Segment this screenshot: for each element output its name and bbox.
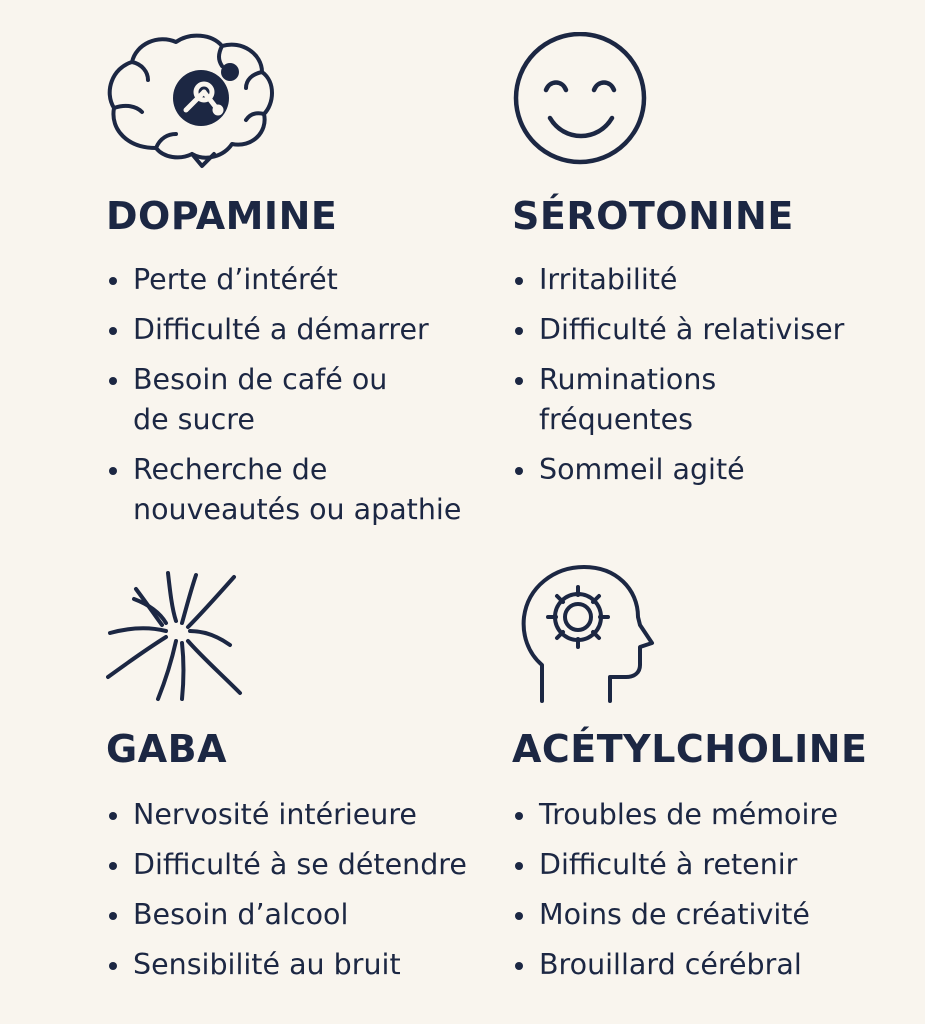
list-item-text: Besoin de café ou de sucre	[133, 363, 388, 436]
neuron-icon	[106, 569, 246, 709]
list-item	[106, 450, 461, 530]
list-item-text: Ruminations fréquentes	[539, 363, 717, 436]
list-item: Difficulté à relativiser	[512, 310, 844, 350]
list-item: Sommeil agité	[512, 450, 844, 490]
list-item: Irritabilité	[512, 260, 844, 300]
card-title: GABA	[106, 727, 227, 771]
list-item: Difficulté à se détendre	[106, 845, 467, 885]
list-item: Perte d’intérét	[106, 260, 461, 300]
list-item: Difficulté à retenir	[512, 845, 838, 885]
list-item-text: Recherche de nouveautés ou apathie	[133, 453, 462, 526]
list-item: Sensibilité au bruit	[106, 945, 467, 985]
symptom-list	[512, 260, 844, 500]
card-title: SÉROTONINE	[512, 194, 794, 238]
list-item: Troubles de mémoire	[512, 795, 838, 835]
list-item: Nervosité intérieure	[106, 795, 467, 835]
smiley-icon	[512, 32, 652, 172]
list-item: Moins de créativité	[512, 895, 838, 935]
list-item	[512, 360, 844, 440]
card-title: DOPAMINE	[106, 194, 338, 238]
list-item: Brouillard cérébral	[512, 945, 838, 985]
symptom-list	[106, 260, 461, 540]
symptom-list	[512, 795, 838, 995]
list-item: Besoin d’alcool	[106, 895, 467, 935]
card-title: ACÉTYLCHOLINE	[512, 727, 868, 771]
list-item: Difficulté a démarrer	[106, 310, 461, 350]
brain-icon	[106, 30, 276, 175]
head-gear-icon	[520, 565, 660, 705]
symptom-list	[106, 795, 467, 995]
list-item	[106, 360, 461, 440]
